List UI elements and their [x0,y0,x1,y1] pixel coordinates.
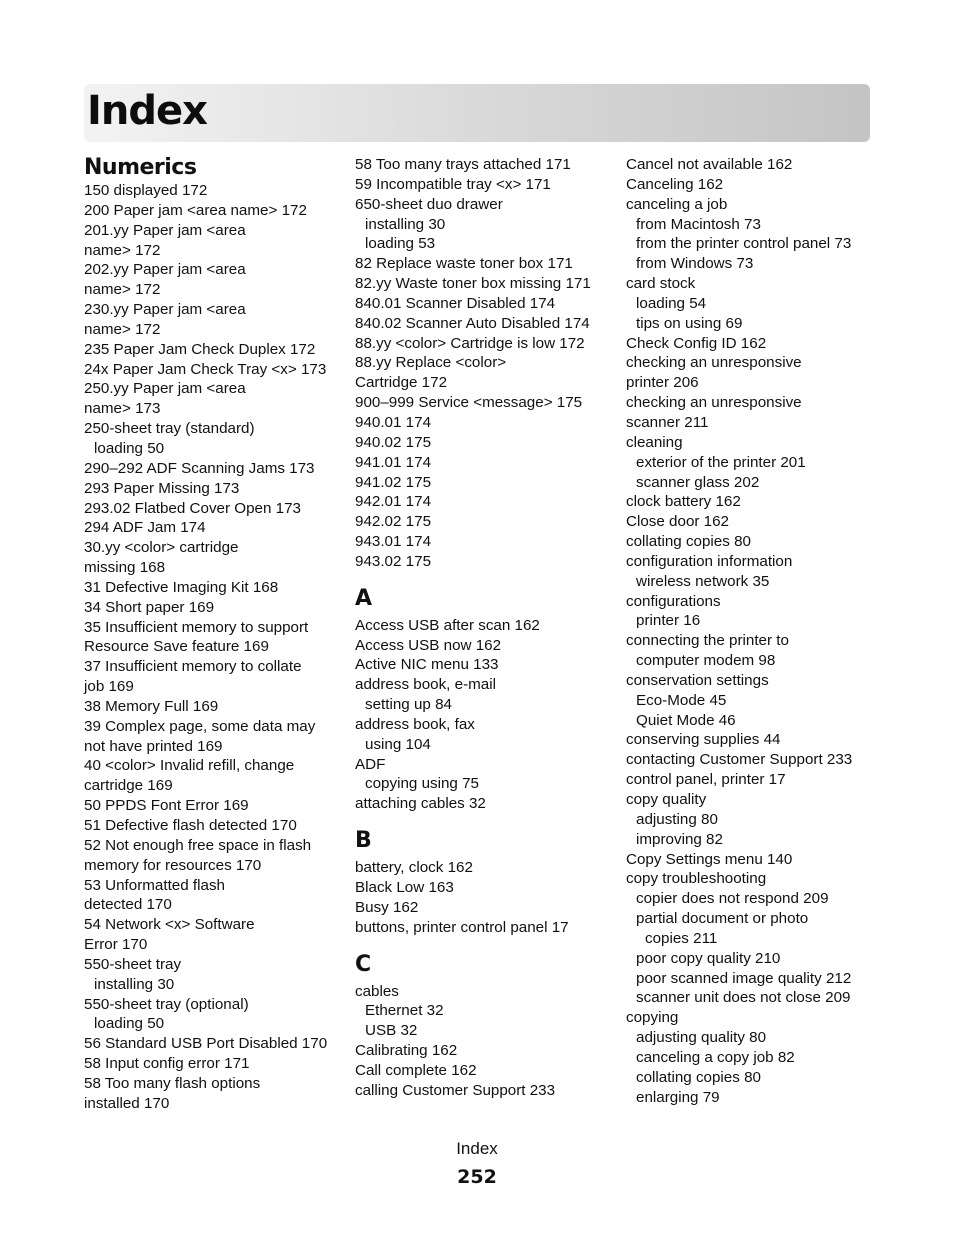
index-entry: 38 Memory Full 169 [84,697,219,715]
index-entry: 550-sheet tray [84,955,182,973]
index-entry: 840.02 Scanner Auto Disabled 174 [355,314,590,332]
index-entry: Calibrating 162 [355,1042,458,1060]
index-entry: 40 <color> Invalid refill, change [84,757,295,775]
index-entry: 294 ADF Jam 174 [84,519,206,537]
index-subentry: wireless network 35 [636,572,770,590]
index-entry: 82 Replace waste toner box 171 [355,255,573,273]
section-heading: A [355,585,372,611]
index-entry: Busy 162 [355,898,419,916]
index-subentry: loading 50 [94,439,165,457]
index-subentry: Ethernet 32 [365,1002,444,1020]
index-entry: 51 Defective flash detected 170 [84,817,297,834]
index-entry: 58 Too many flash options [84,1074,261,1092]
index-subentry: adjusting quality 80 [636,1029,767,1047]
index-column-2 [355,155,615,1101]
index-entry: 56 Standard USB Port Disabled 170 [84,1035,328,1053]
index-entry: 34 Short paper 169 [84,598,215,616]
index-subentry: adjusting 80 [636,810,718,828]
index-entry: 200 Paper jam <area name> 172 [84,201,307,219]
index-entry: configuration information [626,552,793,570]
index-entry: 290–292 ADF Scanning Jams 173 [84,459,315,477]
index-subentry: canceling a copy job 82 [636,1048,795,1066]
index-entry: canceling a job [626,195,728,213]
section-heading: B [355,828,372,854]
index-subentry: loading 53 [365,235,436,253]
index-entry: cartridge 169 [84,777,173,795]
index-entry: job 169 [84,678,134,696]
index-subentry: using 104 [365,735,431,753]
index-entry: configurations [626,592,721,610]
section-heading: C [355,951,371,977]
index-subentry: installing 30 [365,215,446,233]
index-entry: attaching cables 32 [355,795,486,813]
index-column-3 [626,155,876,1108]
index-subentry: computer modem 98 [636,652,776,670]
index-subentry: Eco-Mode 45 [636,691,727,709]
index-subentry: copier does not respond 209 [636,890,829,908]
index-entry: buttons, printer control panel 17 [355,918,569,936]
index-entry: 50 PPDS Font Error 169 [84,797,249,815]
index-entry: cables [355,982,399,1000]
index-entry: 202.yy Paper jam <area [84,261,246,279]
index-entry: 201.yy Paper jam <area [84,221,246,239]
index-entry: ADF [355,755,386,773]
index-entry: 943.02 175 [355,552,432,570]
index-entry: detected 170 [84,896,172,914]
index-title-banner [84,84,870,142]
index-entry: 293 Paper Missing 173 [84,479,240,497]
index-subentry: scanner unit does not close 209 [636,989,851,1007]
index-entry: installed 170 [84,1094,170,1112]
index-entry: copy troubleshooting [626,870,767,888]
index-entry: 37 Insufficient memory to collate [84,658,302,676]
index-entry: copying [626,1009,679,1027]
index-entry: 82.yy Waste toner box missing 171 [355,275,591,293]
index-subentry: from the printer control panel 73 [636,235,852,253]
index-entry: conserving supplies 44 [626,731,781,749]
index-entry: 942.01 174 [355,493,432,511]
index-entry: 53 Unformatted flash [84,876,225,894]
index-subentry: partial document or photo [636,910,809,928]
index-subentry: copies 211 [645,929,718,947]
index-entry: 900–999 Service <message> 175 [355,394,583,412]
index-entry: conservation settings [626,671,769,689]
index-entry: scanner 211 [626,413,709,431]
index-entry: 59 Incompatible tray <x> 171 [355,175,551,193]
index-entry: 650-sheet duo drawer [355,195,503,213]
index-entry: name> 173 [84,400,161,418]
index-entry: 88.yy Replace <color> [355,354,507,372]
index-entry: Black Low 163 [355,879,454,896]
index-entry: 941.01 174 [355,453,432,471]
index-entry: 58 Input config error 171 [84,1055,250,1073]
index-entry: address book, fax [355,715,475,733]
index-entry: 54 Network <x> Software [84,916,255,934]
index-subentry: loading 54 [636,294,707,312]
index-entry: name> 172 [84,281,161,299]
index-entry: not have printed 169 [84,737,223,755]
index-entry: 30.yy <color> cartridge [84,539,239,557]
index-entry: 230.yy Paper jam <area [84,301,246,319]
index-entry: Canceling 162 [626,175,724,193]
index-entry: Access USB after scan 162 [355,616,540,634]
index-entry: 52 Not enough free space in flash [84,836,312,854]
page-title: Index [87,88,207,134]
index-entry: calling Customer Support 233 [355,1081,556,1099]
index-entry: Close door 162 [626,513,730,531]
index-subentry: setting up 84 [365,696,452,714]
index-subentry: exterior of the printer 201 [636,453,806,471]
index-entry: Cancel not available 162 [626,156,793,173]
index-subentry: poor scanned image quality 212 [636,969,852,987]
index-subentry: copying using 75 [365,775,479,793]
index-entry: 35 Insufficient memory to support [84,618,309,636]
index-entry: Check Config ID 162 [626,334,767,352]
index-entry: connecting the printer to [626,632,789,650]
index-entry: 940.01 174 [355,413,432,431]
index-entry: Active NIC menu 133 [355,656,499,674]
index-entry: 250-sheet tray (standard) [84,420,255,438]
index-subentry: loading 50 [94,1015,165,1033]
index-entry: card stock [626,275,696,293]
index-entry: Resource Save feature 169 [84,638,269,656]
index-entry: name> 172 [84,241,161,259]
index-subentry: from Windows 73 [636,255,754,273]
index-entry: 293.02 Flatbed Cover Open 173 [84,499,301,517]
index-entry: 24x Paper Jam Check Tray <x> 173 [84,360,327,378]
section-heading: Numerics [84,155,197,180]
index-entry: 235 Paper Jam Check Duplex 172 [84,340,316,358]
index-subentry: enlarging 79 [636,1088,720,1106]
index-entry: 58 Too many trays attached 171 [355,156,571,173]
index-entry: battery, clock 162 [355,859,473,877]
index-entry: cleaning [626,433,683,451]
index-entry: 31 Defective Imaging Kit 168 [84,578,279,596]
index-entry: missing 168 [84,559,166,577]
index-subentry: Quiet Mode 46 [636,711,736,729]
index-entry: contacting Customer Support 233 [626,751,853,769]
index-entry: copy quality [626,791,707,808]
index-subentry: poor copy quality 210 [636,949,781,967]
index-entry: 150 displayed 172 [84,182,208,199]
index-entry: Copy Settings menu 140 [626,850,793,868]
index-entry: printer 206 [626,374,699,392]
index-subentry: improving 82 [636,830,723,848]
index-entry: memory for resources 170 [84,856,262,874]
index-entry: 941.02 175 [355,473,432,491]
index-subentry: tips on using 69 [636,314,743,332]
index-entry: name> 172 [84,320,161,338]
index-entry: address book, e-mail [355,676,496,694]
index-entry: Error 170 [84,936,148,954]
index-column-1 [84,153,339,1114]
index-entry: 550-sheet tray (optional) [84,995,249,1013]
index-entry: checking an unresponsive [626,354,802,372]
index-entry: 840.01 Scanner Disabled 174 [355,294,556,312]
index-entry: clock battery 162 [626,493,741,511]
index-entry: 88.yy <color> Cartridge is low 172 [355,334,585,352]
index-entry: Access USB now 162 [355,636,502,654]
index-subentry: collating copies 80 [636,1068,761,1086]
index-entry: Cartridge 172 [355,374,448,392]
index-subentry: USB 32 [365,1022,418,1040]
index-entry: 940.02 175 [355,433,432,451]
index-subentry: from Macintosh 73 [636,215,761,233]
index-entry: 942.02 175 [355,513,432,531]
index-entry: 250.yy Paper jam <area [84,380,246,398]
index-subentry: installing 30 [94,975,175,993]
index-subentry: printer 16 [636,612,701,630]
index-entry: 39 Complex page, some data may [84,717,316,735]
page-number: 252 [457,1166,497,1188]
footer-section-label: Index [456,1139,498,1158]
index-entry: Call complete 162 [355,1061,477,1079]
index-entry: 943.01 174 [355,533,432,551]
index-subentry: scanner glass 202 [636,473,760,491]
index-entry: checking an unresponsive [626,394,802,412]
index-entry: control panel, printer 17 [626,771,786,789]
index-entry: collating copies 80 [626,533,751,551]
